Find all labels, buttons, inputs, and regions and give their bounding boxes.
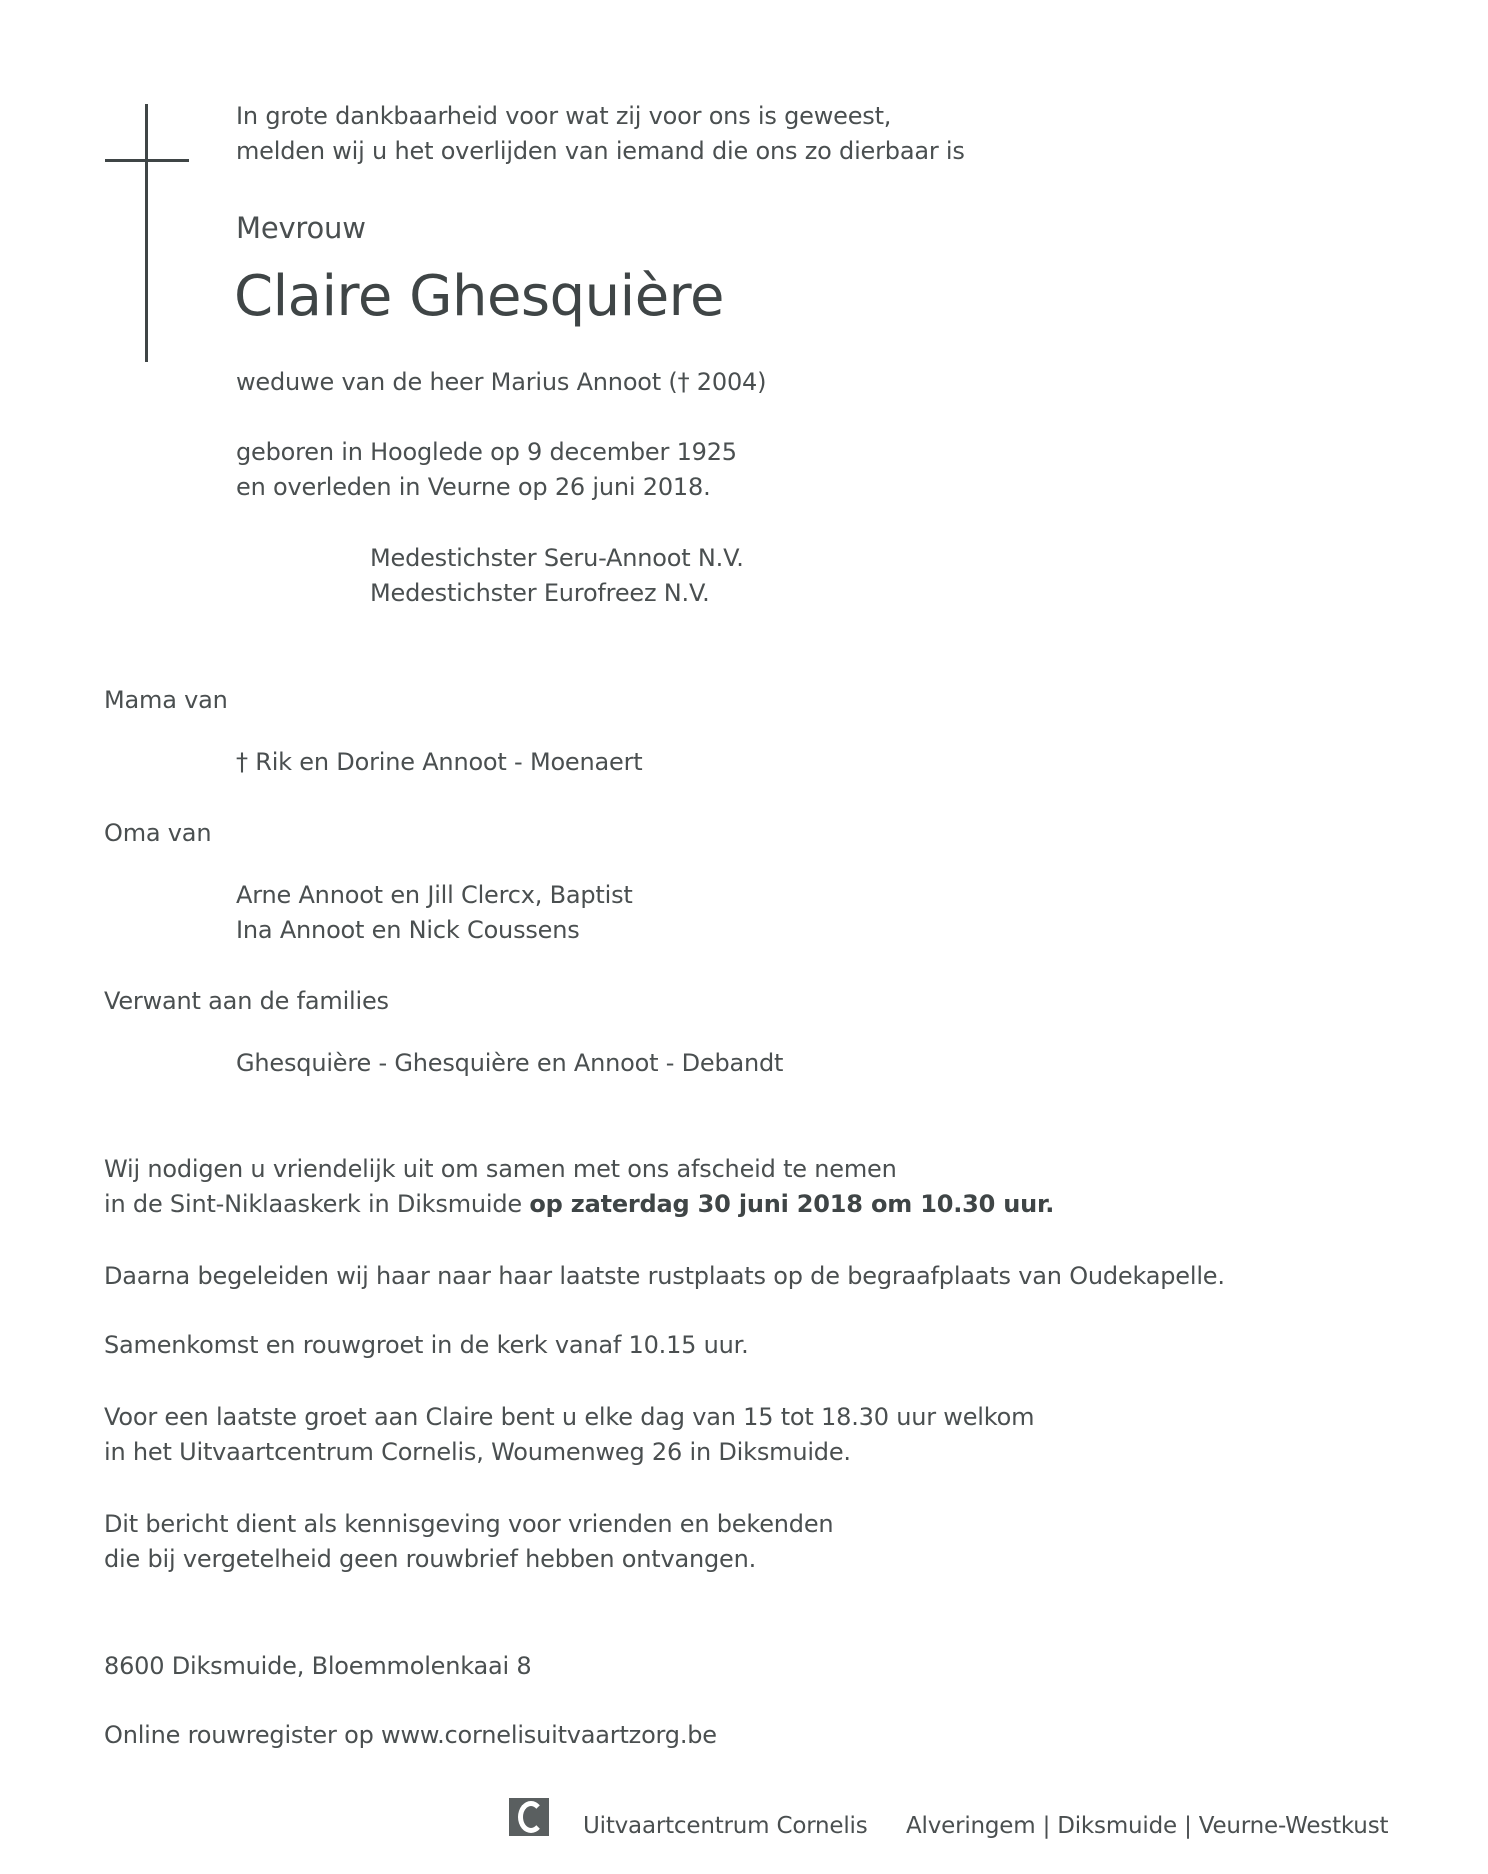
- born-line: geboren in Hooglede op 9 december 1925: [236, 438, 737, 466]
- invite-line-1: Wij nodigen u vriendelijk uit om samen met ons afscheid te nemen: [104, 1155, 897, 1183]
- visit-line-2: in het Uitvaartcentrum Cornelis, Woumenweg 26 in Diksmuide.: [104, 1438, 851, 1466]
- invite-datetime: op zaterdag 30 juni 2018 om 10.30 uur.: [529, 1190, 1055, 1218]
- notice-line-1: Dit bericht dient als kennisgeving voor vrienden en bekenden: [104, 1510, 834, 1538]
- visit-line-1: Voor een laatste groet aan Claire bent u elke dag van 15 tot 18.30 uur welkom: [104, 1403, 1035, 1431]
- online-register: Online rouwregister op www.cornelisuitvaartzorg.be: [104, 1721, 717, 1749]
- address: 8600 Diksmuide, Bloemmolenkaai 8: [104, 1652, 532, 1680]
- burial-line: Daarna begeleiden wij haar naar haar laatste rustplaats op de begraafplaats van Oudekapelle.: [104, 1262, 1225, 1290]
- cross-icon-bar: [105, 159, 189, 162]
- widow-line: weduwe van de heer Marius Annoot († 2004): [236, 368, 767, 396]
- invite-location: in de Sint-Niklaaskerk in Diksmuide: [104, 1190, 530, 1218]
- grandchild-line: Arne Annoot en Jill Clercx, Baptist: [236, 881, 633, 909]
- cross-icon: [145, 104, 148, 362]
- footer-company: Uitvaartcentrum Cornelis: [583, 1813, 868, 1839]
- related-label: Verwant aan de families: [104, 987, 389, 1015]
- child-line: † Rik en Dorine Annoot - Moenaert: [236, 748, 643, 776]
- title: Mevrouw: [236, 211, 366, 245]
- intro-line-2: melden wij u het overlijden van iemand die ons zo dierbaar is: [236, 137, 965, 165]
- cornelis-logo-icon: [509, 1798, 549, 1836]
- founder-line: Medestichster Eurofreez N.V.: [370, 579, 710, 607]
- gathering-line: Samenkomst en rouwgroet in de kerk vanaf 10.15 uur.: [104, 1331, 749, 1359]
- mama-label: Mama van: [104, 686, 228, 714]
- grandchild-line: Ina Annoot en Nick Coussens: [236, 916, 580, 944]
- invite-line-2: [104, 1189, 1054, 1219]
- founder-line: Medestichster Seru-Annoot N.V.: [370, 544, 744, 572]
- footer-locations: Alveringem | Diksmuide | Veurne-Westkust: [906, 1813, 1389, 1839]
- died-line: en overleden in Veurne op 26 juni 2018.: [236, 473, 711, 501]
- oma-label: Oma van: [104, 819, 212, 847]
- notice-line-2: die bij vergetelheid geen rouwbrief hebben ontvangen.: [104, 1545, 757, 1573]
- families-line: Ghesquière - Ghesquière en Annoot - Debandt: [236, 1049, 784, 1077]
- deceased-name: Claire Ghesquière: [234, 264, 724, 329]
- intro-line-1: In grote dankbaarheid voor wat zij voor ons is geweest,: [236, 102, 892, 130]
